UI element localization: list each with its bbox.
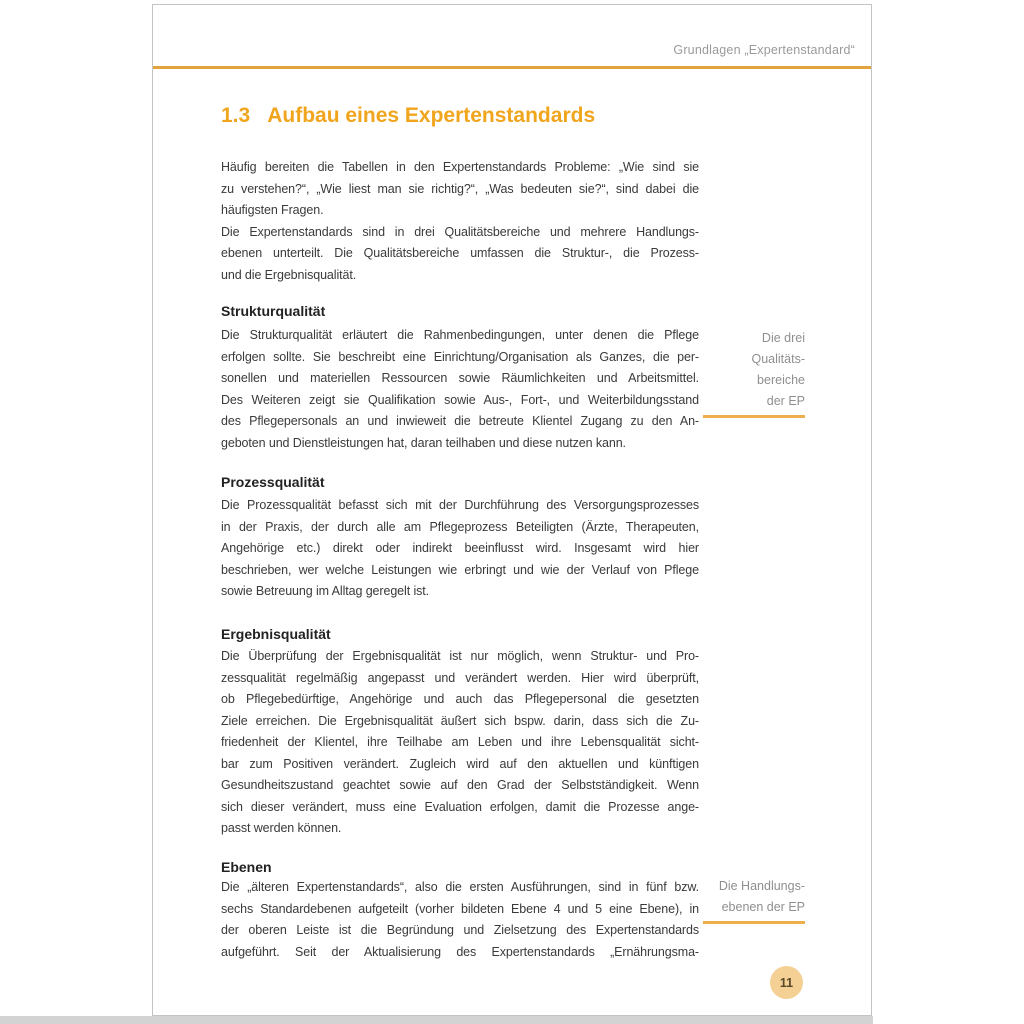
subsection-body-ebenen	[221, 877, 699, 963]
text-line: bar zum Positiven verändert. Zugleich wird auf den aktuellen und künftigen	[221, 756, 699, 771]
text-line: sechs Standardebenen aufgeteilt (vorher bildeten Ebene 4 und 5 eine Ebene), in	[221, 901, 699, 916]
subsection-heading-ebenen: Ebenen	[221, 859, 272, 875]
page-number: 11	[779, 975, 794, 990]
text-line: zessqualität regelmäßig angepasst und verändert werden. Hier wird überprüft,	[221, 670, 699, 685]
text-line: ebenen unterteilt. Die Qualitätsbereiche umfassen die Struktur-, die Prozess-	[221, 246, 699, 260]
subsection-heading-ergebnisqualitaet: Ergebnisqualität	[221, 626, 331, 642]
text-line: Die Expertenstandards sind in drei Qualitätsbereiche und mehrere Handlungs-	[221, 224, 699, 239]
header-rule	[153, 66, 871, 69]
text-line: Ziele erreichen. Die Ergebnisqualität äußert sich bspw. darin, dass sich die Zu-	[221, 713, 699, 728]
subsection-body-ergebnisqualitaet	[221, 646, 699, 840]
text-line: häufigsten Fragen.	[221, 203, 324, 217]
subsection-heading-prozessqualitaet: Prozessqualität	[221, 474, 325, 490]
text-line: in der Praxis, der durch alle am Pflegeprozess Beteiligten (Ärzte, Therapeuten,	[221, 519, 699, 534]
margin-note-line: Qualitäts-	[751, 352, 805, 366]
text-line: Gesundheitszustand geachtet sowie auf den Grad der Selbstständigkeit. Wenn	[221, 778, 699, 792]
margin-note-line: Die Handlungs-	[718, 879, 805, 893]
text-line: passt werden können.	[221, 821, 342, 835]
text-line: Des Weiteren zeigt sie Qualifikation sowie Aus-, Fort-, und Weiterbildungsstand	[221, 392, 699, 407]
text-line: aufgeführt. Seit der Aktualisierung des Expertenstandards „Ernährungsma-	[221, 944, 699, 959]
text-line: sonellen und materiellen Ressourcen sowie Räumlichkeiten und Arbeitsmittel.	[221, 371, 699, 385]
text-line: zu verstehen?“, „Wie liest man sie richtig?“, „Was bedeuten sie?“, sind dabei die	[221, 181, 699, 196]
book-page	[152, 4, 872, 1016]
section-number: 1.3	[221, 104, 251, 127]
section-title: Aufbau eines Expertenstandards	[267, 104, 596, 127]
subsection-heading-strukturqualitaet: Strukturqualität	[221, 303, 326, 319]
text-line: und die Ergebnisqualität.	[221, 267, 357, 282]
text-line: sowie Betreuung im Alltag geregelt ist.	[221, 584, 430, 598]
text-line: geboten und Dienstleistungen hat, daran teilhaben und diese nutzen kann.	[221, 435, 626, 450]
margin-note-line: ebenen der EP	[721, 900, 805, 914]
text-line: erfolgen sollte. Sie beschreibt eine Einrichtung/Organisation als Ganzes, die per-	[221, 349, 699, 364]
text-line: Die Prozessqualität befasst sich mit der Durchführung des Versorgungsprozesses	[221, 498, 699, 512]
running-header-text: Grundlagen „Expertenstandard“	[673, 43, 855, 57]
page-number-badge	[770, 966, 803, 999]
intro-paragraphs	[221, 157, 699, 286]
subsection-body-prozessqualitaet	[221, 495, 699, 603]
text-line: der oberen Leiste ist die Begründung und Zielsetzung des Expertenstandards	[221, 923, 699, 937]
text-line: Angehörige etc.) direkt oder indirekt beeinflusst wird. Insgesamt wird hier	[221, 541, 699, 555]
margin-note-qualitaetsbereiche	[703, 328, 805, 418]
margin-note-line: bereiche	[757, 373, 805, 387]
text-line: sich dieser verändert, muss eine Evaluation erfolgen, damit die Prozesse ange-	[221, 799, 699, 814]
text-line: beschrieben, wer welche Leistungen wie erbringt und wie der Verlauf von Pflege	[221, 562, 699, 577]
margin-note-line: Die drei	[761, 331, 805, 345]
text-line: Die Strukturqualität erläutert die Rahmenbedingungen, unter denen die Pflege	[221, 328, 699, 342]
text-line: friedenheit der Klientel, ihre Teilhabe am Leben und ihre Lebensqualität sicht-	[221, 735, 699, 749]
subsection-body-strukturqualitaet	[221, 325, 699, 454]
text-line: des Pflegepersonals an und inwieweit die betreute Klientel Zugang zu den An-	[221, 414, 699, 428]
section-heading	[221, 103, 595, 129]
margin-note-handlungsebenen	[703, 876, 805, 924]
text-line: ob Pflegebedürftige, Angehörige und auch das Pflegepersonal die gesetzten	[221, 692, 699, 706]
margin-note-line: der EP	[766, 394, 805, 408]
running-header	[673, 43, 855, 57]
text-line: Häufig bereiten die Tabellen in den Expertenstandards Probleme: „Wie sind sie	[221, 160, 699, 174]
text-line: Die „älteren Expertenstandards“, also die ersten Ausführungen, sind in fünf bzw.	[221, 880, 699, 894]
text-line: Die Überprüfung der Ergebnisqualität ist nur möglich, wenn Struktur- und Pro-	[221, 649, 699, 663]
page-bottom-shadow	[0, 1016, 873, 1024]
